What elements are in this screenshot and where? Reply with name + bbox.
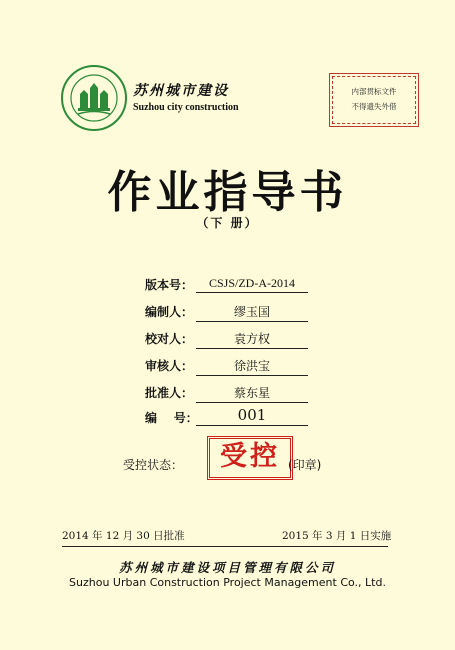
approve-date: 2014 年 12 月 30 日批准: [62, 530, 185, 542]
field-label-version: 版本号：: [145, 278, 194, 292]
field-value-version: CSJS/ZD-A-2014: [196, 276, 308, 293]
stamp-line-2: 不得遗失外借: [351, 102, 397, 111]
company-logo: [60, 64, 128, 132]
footer-divider: [62, 546, 388, 547]
effective-date: 2015 年 3 月 1 日实施: [282, 530, 392, 542]
field-value-author: 缪玉国: [196, 303, 308, 322]
field-value-number: 001: [196, 406, 308, 426]
field-label-proofreader: 校对人：: [145, 332, 194, 346]
field-label-author: 编制人：: [145, 305, 194, 319]
seal-note: (印章): [288, 458, 322, 472]
stamp-line-1: 内部贯标文件: [351, 87, 397, 96]
document-title: 作业指导书: [107, 167, 348, 218]
company-name-en: Suzhou Urban Construction Project Management Co., Ltd.: [69, 576, 386, 589]
field-value-reviewer: 徐洪宝: [196, 357, 308, 376]
field-value-proofreader: 袁方权: [196, 330, 308, 349]
company-name-cn: 苏州城市建设项目管理有限公司: [118, 560, 336, 575]
field-label-reviewer: 审核人：: [145, 359, 194, 373]
brand-name-en: Suzhou city construction: [133, 102, 239, 113]
logo-emblem-icon: [60, 64, 128, 132]
field-label-number: 编 号：: [145, 411, 198, 425]
field-value-approver: 蔡东星: [196, 384, 308, 403]
brand-name-cn: 苏州城市建设: [133, 83, 229, 99]
control-status-label: 受控状态：: [123, 458, 184, 472]
internal-document-stamp: [332, 76, 416, 124]
controlled-seal: 受控: [207, 436, 293, 480]
field-label-approver: 批准人：: [145, 386, 194, 400]
document-subtitle: （下 册）: [196, 216, 259, 230]
